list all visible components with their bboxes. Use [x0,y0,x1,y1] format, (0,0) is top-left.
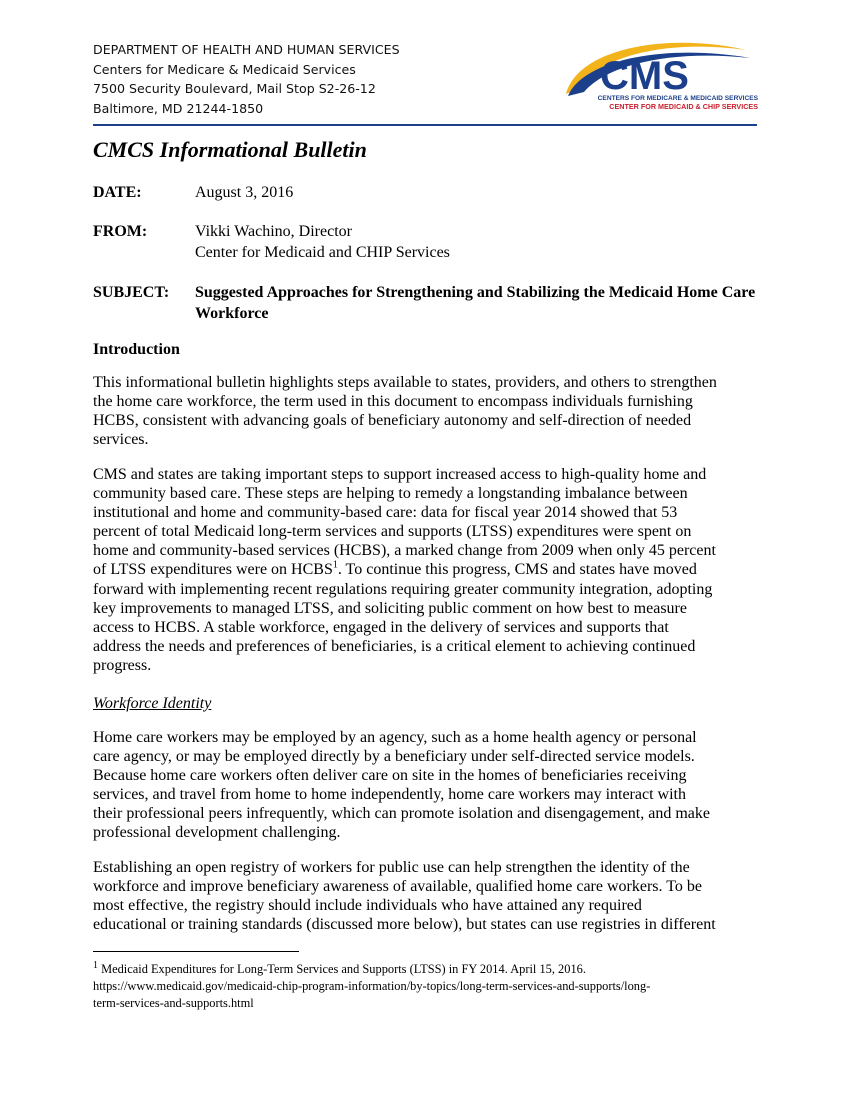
text-line: care agency, or may be employed directly by a beneficiary under self-directed service models. [93,748,695,766]
workforce-identity-heading: Workforce Identity [93,695,212,712]
text-line: home and community-based services (HCBS), a marked change from 2009 when only 45 percent [93,542,716,560]
text-line: their professional peers infrequently, which can promote isolation and disengagement, and make [93,805,710,823]
text-line: HCBS, consistent with advancing goals of beneficiary autonomy and self-direction of needed [93,412,692,430]
intro-paragraph [93,373,758,449]
footnote-rule [93,951,299,952]
text-line: educational or training standards (discussed more below), but states can use registries in different [93,916,716,934]
text-line: community based care. These steps are helping to remedy a longstanding imbalance between [93,485,688,503]
logo-line2: CENTER FOR MEDICAID & CHIP SERVICES [609,102,758,111]
text-line: services. [93,431,149,449]
text-line: progress. [93,656,152,674]
text-line: Because home care workers often deliver care on site in the homes of beneficiaries receiving [93,767,687,785]
letterhead-line: Centers for Medicare & Medicaid Services [93,61,356,77]
text-line: forward with implementing recent regulations requiring greater community integration, adopting [93,580,713,598]
workforce-paragraph [93,728,758,843]
footnote-url-line[interactable]: term-services-and-supports.html [93,996,254,1010]
text-line: Home care workers may be employed by an agency, such as a home health agency or personal [93,729,697,746]
text-line: This informational bulletin highlights steps available to states, providers, and others to strengthen [93,374,717,391]
subject-label: SUBJECT: [93,284,170,301]
footnote-url-line[interactable]: https://www.medicaid.gov/medicaid-chip-program-information/by-topics/long-term-services-and-supports/long- [93,979,651,993]
text-line: most effective, the registry should include individuals who have attained any required [93,897,642,915]
footnote-ref: 1 [332,560,338,572]
footnote-mark: 1 [93,959,98,971]
text-line: services, and travel from home to home independently, home care workers may interact with [93,786,686,804]
letterhead-line: Baltimore, MD 21244-1850 [93,100,264,116]
text-line: CMS and states are taking important steps to support increased access to high-quality home and [93,466,707,483]
footnote-line [93,961,758,978]
text-line: address the needs and preferences of beneficiaries, is a critical element to achieving continued [93,637,696,655]
text-line: Establishing an open registry of workers for public use can help strengthen the identity of the [93,859,690,876]
from-name: Vikki Wachino, Director [195,223,352,240]
from-label: FROM: [93,223,148,240]
introduction-heading: Introduction [93,341,180,358]
letterhead-address [93,40,400,118]
progress-paragraph [93,465,758,675]
date-label: DATE: [93,184,142,201]
text-segment: of LTSS expenditures were on HCBS [93,561,333,579]
footnote [93,961,758,1012]
text-line: workforce and improve beneficiary awareness of available, qualified home care workers. To be [93,878,702,896]
footnote-citation: Medicaid Expenditures for Long-Term Services and Supports (LTSS) in FY 2014. April 15, 2016. [98,962,586,976]
text-segment: . To continue this progress, CMS and states have moved [337,561,697,579]
text-line: access to HCBS. A stable workforce, engaged in the delivery of services and supports that [93,618,669,636]
bulletin-title: CMCS Informational Bulletin [93,137,367,162]
date-value: August 3, 2016 [195,184,294,201]
text-line: percent of total Medicaid long-term services and supports (LTSS) expenditures were spent on [93,523,692,541]
text-line: institutional and home and community-based care: data for fiscal year 2014 showed that 53 [93,504,678,522]
letterhead-line: DEPARTMENT OF HEALTH AND HUMAN SERVICES [93,42,400,57]
subject-value: Suggested Approaches for Strengthening and Stabilizing the Medicaid Home Care Workforce [195,284,756,322]
header-rule [93,124,757,126]
logo-line1: CENTERS FOR MEDICARE & MEDICAID SERVICES [597,95,758,102]
text-line-with-footnote [93,560,758,579]
text-line: professional development challenging. [93,824,341,842]
text-line: the home care workforce, the term used in this document to encompass individuals furnishing [93,393,693,411]
text-line: key improvements to managed LTSS, and soliciting public comment on how best to measure [93,599,687,617]
registry-paragraph [93,858,758,934]
from-org: Center for Medicaid and CHIP Services [195,244,450,261]
logo-wordmark: CMS [600,54,689,98]
letterhead-line: 7500 Security Boulevard, Mail Stop S2-26-12 [93,81,376,96]
cms-logo [558,36,760,118]
